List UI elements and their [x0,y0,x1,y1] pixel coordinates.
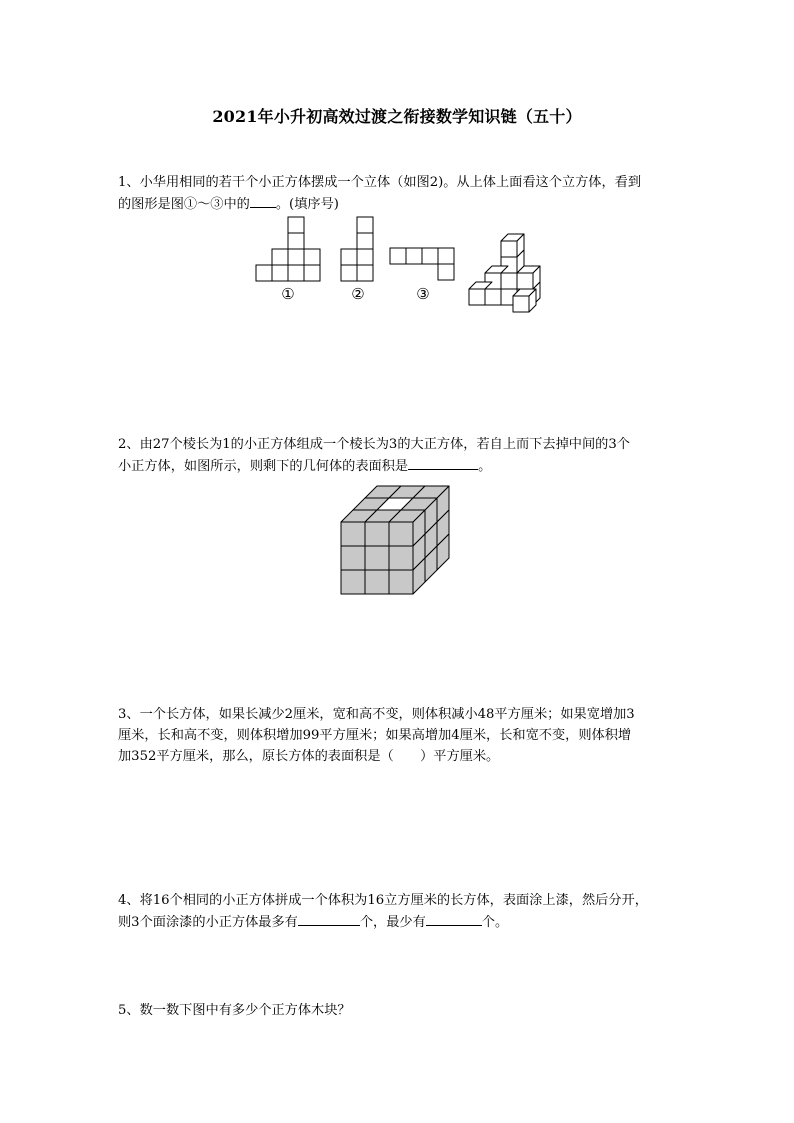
cube-3x3-figure [338,484,458,604]
answer-blank-4a[interactable] [298,911,360,926]
figure-1-label: ① [281,285,295,303]
question-4-text-a: 则3个面涂漆的小正方体最多有 [118,915,298,930]
question-5 [118,1000,680,1021]
question-1-text-b: 。(填序号) [275,197,339,212]
question-4-text-c: 个。 [481,915,509,930]
question-1-text-a: 的图形是图①～③中的 [118,197,250,212]
question-4 [118,890,680,933]
question-4-line-1: 4、将16个相同的小正方体拼成一个体积为16立方厘米的长方体，表面涂上漆，然后分开， [118,893,648,908]
question-2-text-b: 。 [478,459,492,474]
question-2-line-1: 2、由27个棱长为1的小正方体组成一个棱长为3的大正方体，若自上而下去掉中间的3个 [118,437,630,452]
answer-blank-2[interactable] [408,455,478,470]
answer-blank-1[interactable] [250,193,276,208]
question-2-line-2 [118,455,680,477]
question-3-line-1: 3、一个长方体，如果长减少2厘米，宽和高不变，则体积减小48平方厘米；如果宽增加3 [118,707,635,722]
question-4-text-b: 个，最少有 [359,915,426,930]
question-2 [118,434,680,477]
question-1-line-1: 1、小华用相同的若干个小正方体摆成一个立体（如图2)。从上体上面看这个立方体，看到 [118,175,642,190]
figure-1-top-view [256,216,326,286]
question-1-line-2 [118,193,680,215]
question-1 [118,172,680,215]
question-3 [118,704,680,767]
figure-3-top-view [390,247,460,281]
page-title: 2021年小升初高效过渡之衔接数学知识链（五十） [212,107,582,126]
figure-3-label: ③ [416,285,430,303]
figure-2-top-view [341,216,381,286]
stacked-cubes-figure [468,233,548,315]
question-5-line-1: 5、数一数下图中有多少个正方体木块？ [118,1003,351,1018]
question-3-line-2: 厘米，长和高不变，则体积增加99平方厘米；如果高增加4厘米，长和宽不变，则体积增 [118,728,632,743]
question-3-line-3: 加352平方厘米，那么，原长方体的表面积是（ ）平方厘米。 [118,749,500,764]
question-2-text-a: 小正方体，如图所示，则剩下的几何体的表面积是 [118,459,409,474]
question-4-line-2 [118,911,680,933]
figure-2-label: ② [351,285,365,303]
answer-blank-4b[interactable] [426,911,482,926]
